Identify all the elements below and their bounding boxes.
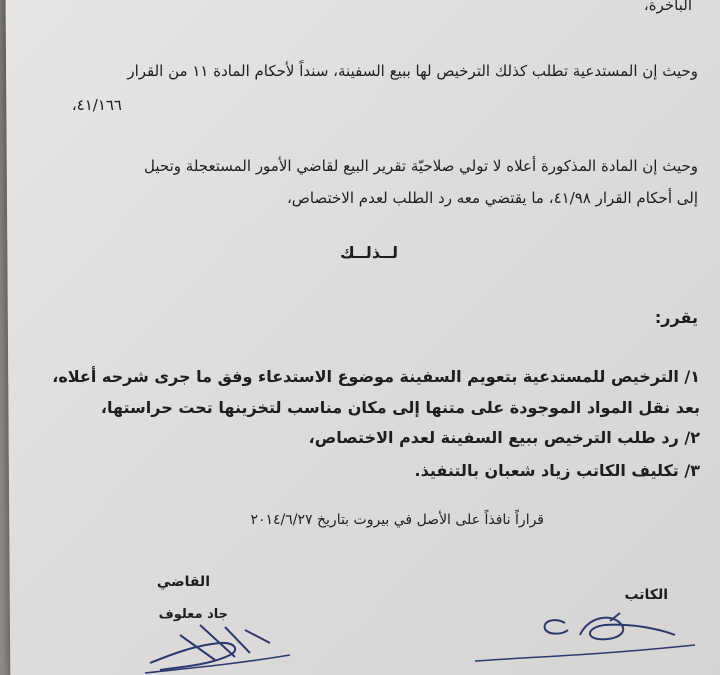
paragraph2-line2: إلى أحكام القرار ٤١/٩٨، ما يقتضي معه رد الطلب لعدم الاختصاص، — [286, 189, 698, 207]
clerk-title: الكاتب — [624, 587, 668, 603]
ruling-item1-line2: بعد نقل المواد الموجودة على متنها إلى مكان مناسب لتخزينها تحت حراستها، — [100, 398, 700, 417]
closing-statement: قراراً نافذاً على الأصل في بيروت بتاريخ ٢٠١٤/٦/٢٧ — [250, 512, 544, 528]
paragraph2-line1: وحيث إن المادة المذكورة أعلاه لا تولي صلاحيّة تقرير البيع لقاضي الأمور المستعجلة وتحيل — [144, 157, 698, 175]
judge-signature — [140, 615, 300, 675]
paragraph1-line1: وحيث إن المستدعية تطلب كذلك الترخيص لها ببيع السفينة، سنداً لأحكام المادة ١١ من القرار — [127, 62, 698, 80]
judge-title: القاضي — [156, 574, 210, 590]
ruling-item1-line1: ١/ الترخيص للمستدعية بتعويم السفينة موضوع الاستدعاء وفق ما جرى شرحه أعلاه، — [52, 367, 700, 386]
paragraph1-line2: ٤١/١٦٦، — [71, 96, 122, 114]
top-fragment-text: الباخرة، — [643, 0, 692, 14]
ruling-item3: ٣/ تكليف الكاتب زياد شعبان بالتنفيذ. — [414, 461, 700, 480]
decides-label: يقرر: — [654, 308, 698, 327]
clerk-signature — [470, 595, 700, 670]
heading-therefore: لــذلــك — [339, 243, 398, 262]
ruling-item2: ٢/ رد طلب الترخيص ببيع السفينة لعدم الاختصاص، — [308, 428, 700, 447]
judge-name: جاد معلوف — [158, 607, 228, 622]
